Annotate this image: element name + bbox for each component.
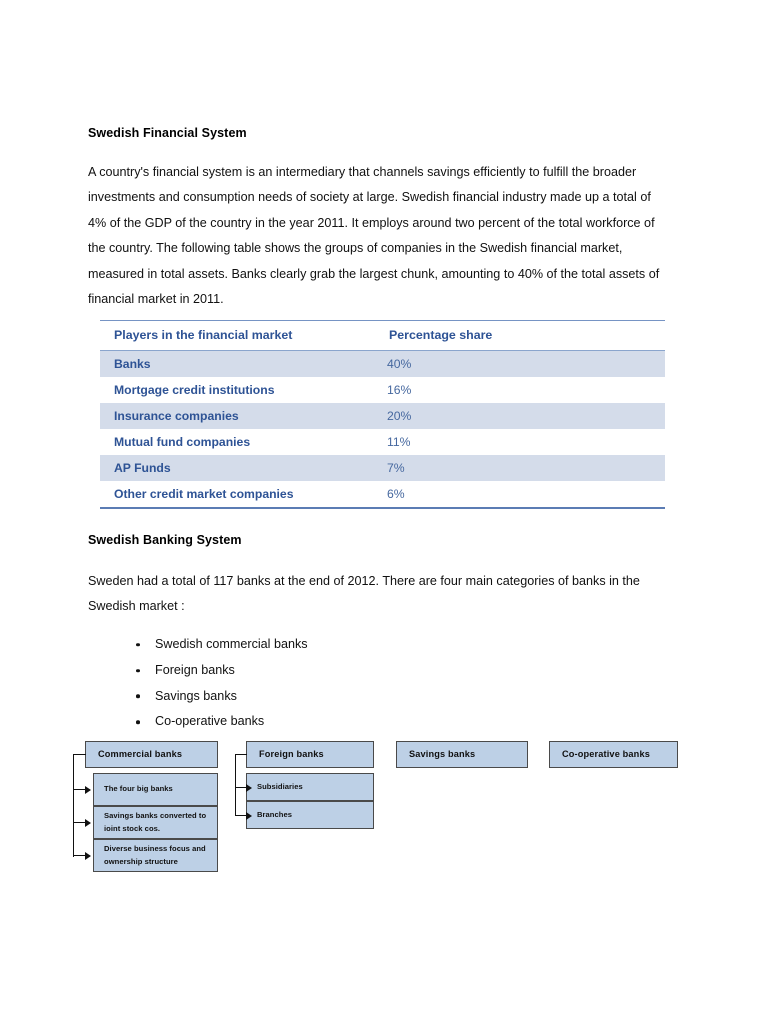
table-row bbox=[100, 377, 665, 403]
bullet-icon bbox=[136, 643, 140, 647]
diagram-box-cooperative-banks[interactable] bbox=[549, 741, 678, 768]
diagram-box-subsidiaries[interactable] bbox=[246, 773, 374, 801]
cell-player: Mortgage credit institutions bbox=[114, 383, 275, 397]
diagram-box-label: The four big banks bbox=[104, 784, 173, 794]
table-row bbox=[100, 403, 665, 429]
bullet-icon bbox=[136, 695, 140, 699]
diagram-box-label: Foreign banks bbox=[259, 748, 324, 759]
cell-player: AP Funds bbox=[100, 455, 375, 481]
list-item-label: Foreign banks bbox=[155, 662, 235, 677]
diagram-box-label: Commercial banks bbox=[98, 748, 183, 759]
list-item bbox=[110, 658, 530, 684]
column-header-players: Players in the financial market bbox=[100, 321, 375, 351]
connector-line bbox=[73, 855, 85, 856]
diagram-box-commercial-banks[interactable] bbox=[85, 741, 218, 768]
arrow-icon bbox=[85, 786, 91, 794]
list-item bbox=[110, 632, 530, 658]
banking-system-heading: Swedish Banking System bbox=[88, 533, 242, 547]
arrow-icon bbox=[85, 819, 91, 827]
cell-share: 40% bbox=[375, 351, 665, 378]
table-header-row bbox=[100, 321, 665, 351]
list-item bbox=[110, 684, 530, 710]
table-row bbox=[100, 351, 665, 378]
diagram-box-four-big-banks[interactable] bbox=[93, 773, 218, 806]
bullet-icon bbox=[136, 721, 140, 725]
arrow-icon bbox=[85, 852, 91, 860]
cell-share: 7% bbox=[375, 455, 665, 481]
connector-line bbox=[73, 822, 85, 823]
diagram-box-diverse-business[interactable] bbox=[93, 839, 218, 872]
cell-share: 16% bbox=[387, 383, 412, 397]
diagram-box-branches[interactable] bbox=[246, 801, 374, 829]
table-row bbox=[100, 455, 665, 481]
table-row bbox=[100, 481, 665, 508]
diagram-box-savings-banks[interactable] bbox=[396, 741, 528, 768]
list-item-label: Swedish commercial banks bbox=[155, 637, 308, 651]
list-item-label: Savings banks bbox=[155, 688, 237, 703]
connector-line bbox=[235, 815, 246, 816]
diagram-box-label: Subsidiaries bbox=[257, 781, 303, 791]
diagram-box-label: Branches bbox=[257, 809, 293, 819]
bullet-icon bbox=[136, 669, 140, 673]
connector-line bbox=[73, 754, 74, 857]
connector-line bbox=[235, 787, 246, 788]
cell-player: Banks bbox=[100, 351, 375, 378]
column-header-share: Percentage share bbox=[375, 321, 665, 351]
page-title: Swedish Financial System bbox=[88, 126, 247, 140]
connector-line bbox=[73, 789, 85, 790]
bank-categories-list bbox=[110, 632, 530, 735]
list-item bbox=[110, 709, 530, 735]
cell-share: 11% bbox=[387, 435, 411, 449]
connector-line bbox=[235, 754, 236, 816]
diagram-box-savings-converted[interactable] bbox=[93, 806, 218, 839]
diagram-box-foreign-banks[interactable] bbox=[246, 741, 374, 768]
table-row bbox=[100, 429, 665, 455]
cell-share: 6% bbox=[375, 481, 665, 508]
banking-system-paragraph: Sweden had a total of 117 banks at the end of 2012. There are four main categories of banks in the Swedish market : bbox=[88, 574, 640, 614]
financial-market-table bbox=[100, 320, 665, 509]
diagram-box-label: Diverse business focus and ownership structure bbox=[104, 844, 206, 866]
diagram-box-label: Savings banks bbox=[409, 748, 476, 759]
diagram-box-label: Co-operative banks bbox=[562, 748, 650, 759]
list-item-label: Co-operative banks bbox=[155, 714, 265, 729]
diagram-box-label: Savings banks converted to ioint stock cos. bbox=[104, 811, 207, 833]
cell-player: Mutual fund companies bbox=[114, 435, 251, 449]
cell-player: Insurance companies bbox=[100, 403, 375, 429]
cell-share: 20% bbox=[375, 403, 665, 429]
intro-paragraph: A country's financial system is an intermediary that channels savings efficiently to fulfill the broader investments and consumption needs of society at large. Swedish financial industry made up a total of 4% of the GDP of the country in the year 2011. It employs around two percent of the total workforce of the country. The following table shows the groups of companies in the Swedish financial market, measured in total assets. Banks clearly grab the largest chunk, amounting to 40% of the total assets of financial market in 2011. bbox=[88, 165, 660, 307]
cell-player: Other credit market companies bbox=[100, 481, 375, 508]
